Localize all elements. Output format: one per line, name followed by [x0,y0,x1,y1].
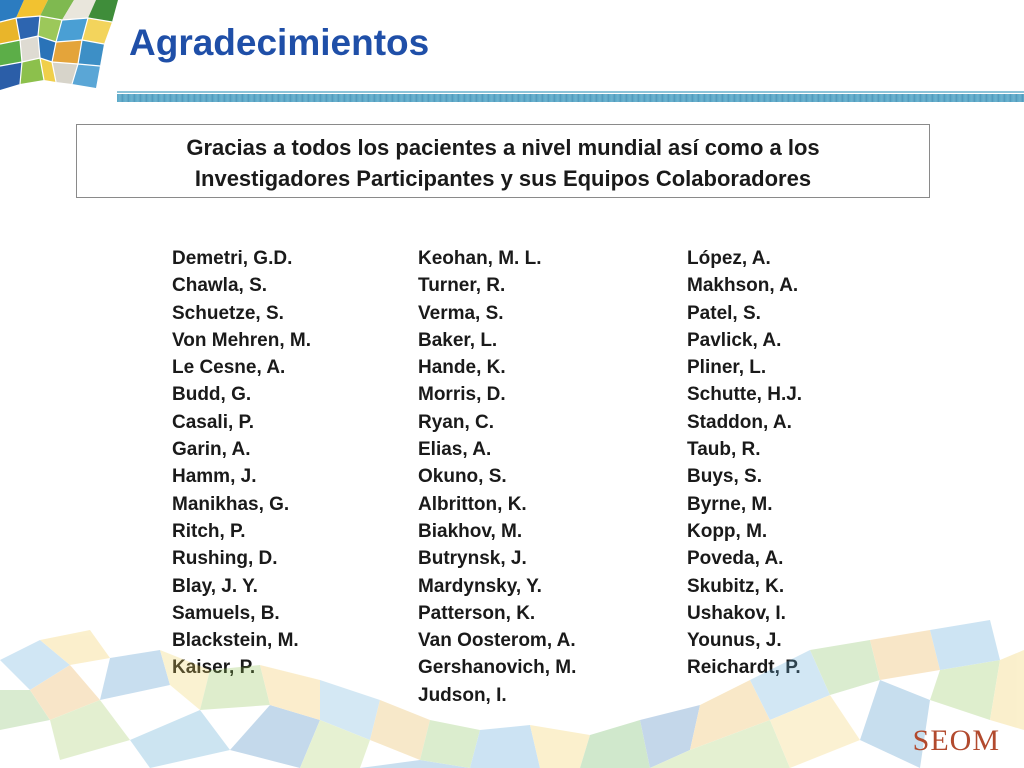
name-item: Ushakov, I. [687,602,786,624]
name-item: Younus, J. [687,630,782,652]
name-item: Judson, I. [418,684,507,706]
name-item: Pavlick, A. [687,329,782,351]
page-title: Agradecimientos [129,22,430,63]
thanks-line-2: Investigadores Participantes y sus Equipos Colaboradores [194,166,812,191]
name-item: Hande, K. [418,357,506,379]
name-item: Kopp, M. [687,520,768,542]
name-item: Taub, R. [687,439,761,461]
name-item: Ryan, C. [418,411,495,433]
name-item: Gershanovich, M. [418,657,577,679]
name-item: López, A. [687,248,771,269]
name-item: Schuetze, S. [172,302,284,324]
name-item: Baker, L. [418,329,498,351]
mosaic-background-decoration [0,610,1024,768]
name-item: Biakhov, M. [418,520,523,542]
name-item: Le Cesne, A. [172,357,286,379]
name-item: Ritch, P. [172,520,246,542]
name-item: Reichardt, P. [687,657,801,679]
name-item: Manikhas, G. [172,493,290,515]
name-item: Kaiser, P. [172,657,256,679]
name-item: Butrynsk, J. [418,548,527,570]
name-item: Skubitz, K. [687,575,785,597]
name-item: Hamm, J. [172,466,257,488]
name-item: Patterson, K. [418,602,536,624]
name-item: Albritton, K. [418,493,527,515]
name-item: Elias, A. [418,439,492,461]
name-item: Demetri, G.D. [172,248,293,269]
name-item: Verma, S. [418,302,504,324]
name-item: Garin, A. [172,439,251,461]
name-item: Chawla, S. [172,275,268,297]
name-item: Blay, J. Y. [172,575,258,597]
name-item: Budd, G. [172,384,252,406]
name-item: Patel, S. [687,302,761,324]
mosaic-logo-icon [0,0,120,95]
name-item: Keohan, M. L. [418,248,542,269]
name-item: Morris, D. [418,384,506,406]
thanks-box [76,124,930,198]
name-item: Byrne, M. [687,493,773,515]
name-item: Casali, P. [172,411,255,433]
name-item: Turner, R. [418,275,506,297]
name-item: Van Oosterom, A. [418,630,576,652]
name-item: Mardynsky, Y. [418,575,542,597]
thanks-line-1: Gracias a todos los pacientes a nivel mundial así como a los [186,135,820,160]
name-item: Makhson, A. [687,275,799,297]
name-item: Samuels, B. [172,602,280,624]
name-item: Von Mehren, M. [172,329,311,351]
name-item: Pliner, L. [687,357,767,379]
seom-logo: SEOM [912,724,1000,757]
name-item: Okuno, S. [418,466,507,488]
header-divider [117,94,1024,102]
name-item: Staddon, A. [687,411,792,433]
name-item: Blackstein, M. [172,630,299,652]
name-item: Buys, S. [687,466,762,488]
name-item: Rushing, D. [172,548,278,570]
name-item: Poveda, A. [687,548,784,570]
name-item: Schutte, H.J. [687,384,803,406]
